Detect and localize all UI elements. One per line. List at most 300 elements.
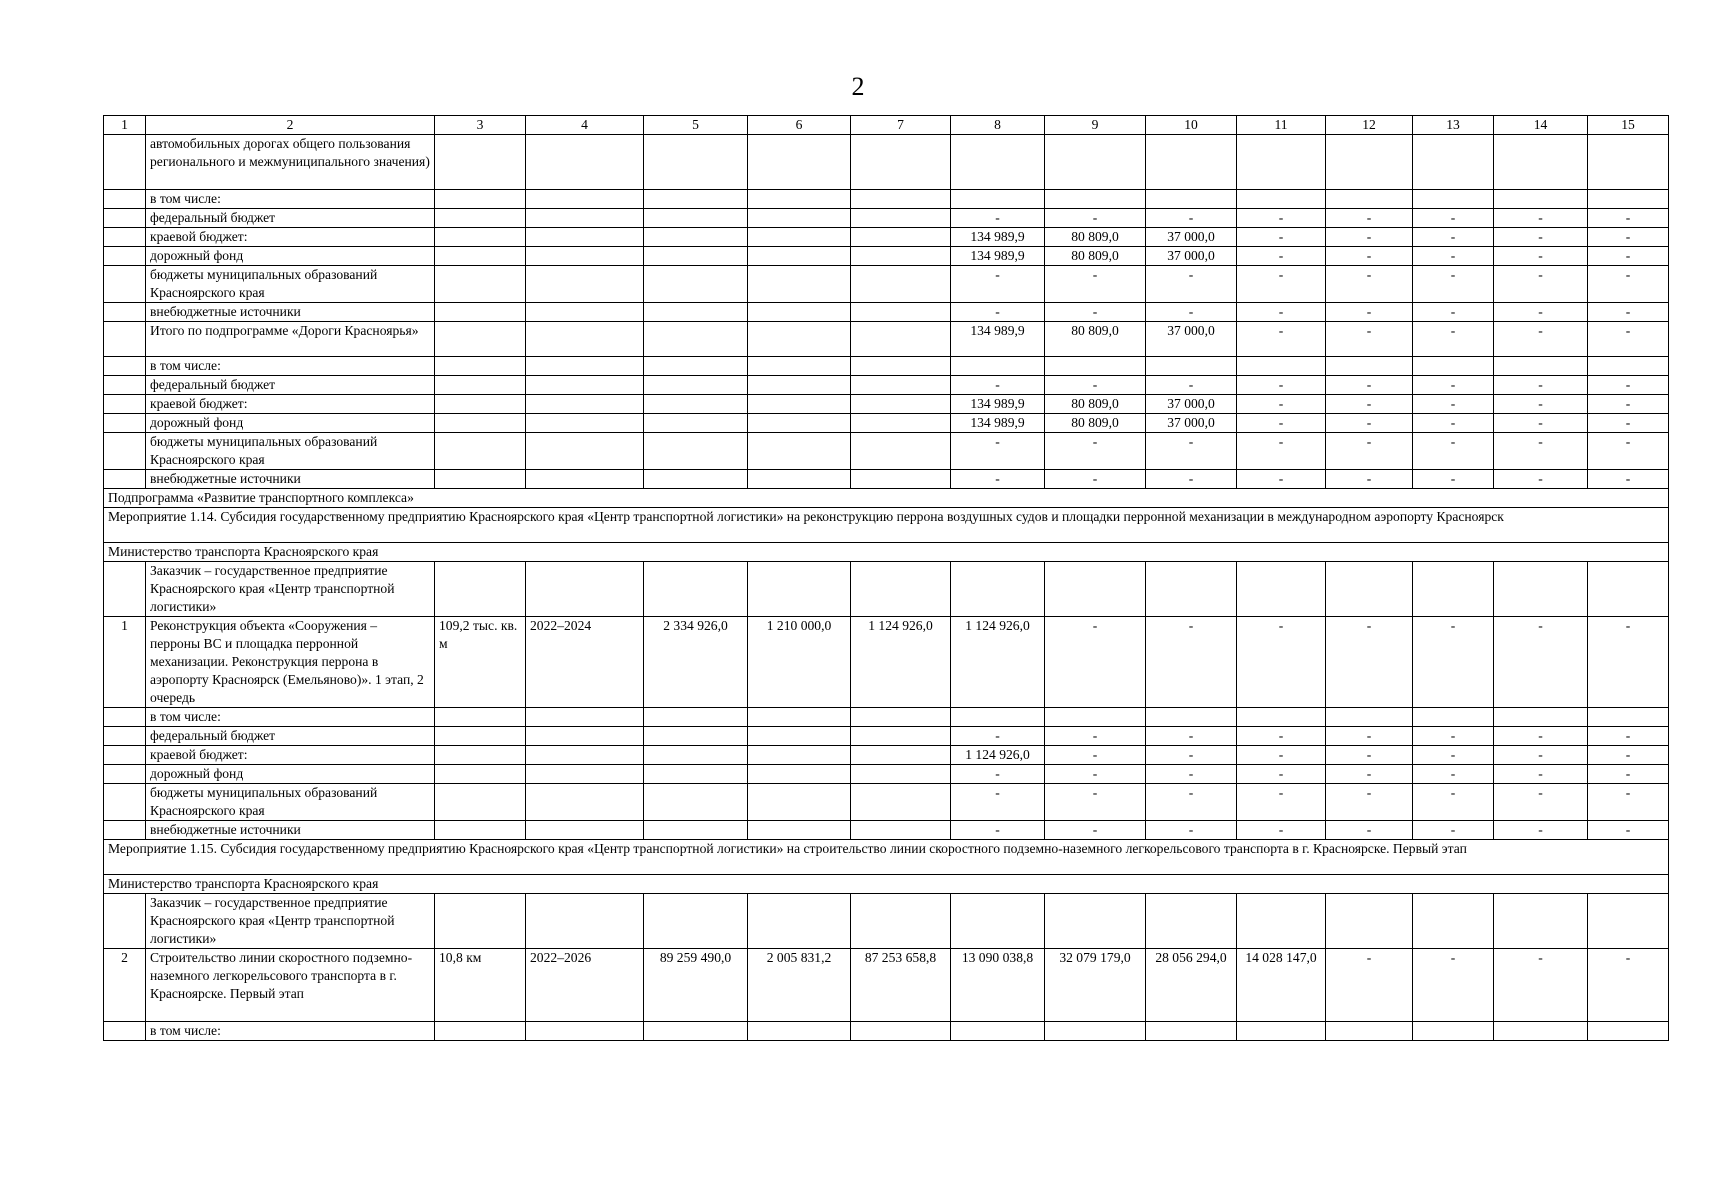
cell: - [1413, 247, 1494, 266]
cell [851, 376, 951, 395]
cell [1237, 357, 1326, 376]
cell [951, 1022, 1045, 1041]
cell: - [1494, 395, 1588, 414]
cell: - [1588, 414, 1669, 433]
cell: - [1494, 821, 1588, 840]
cell: - [1326, 727, 1413, 746]
table-row [104, 727, 1669, 746]
row-number [104, 303, 146, 322]
cell [748, 821, 851, 840]
row-label: внебюджетные источники [146, 821, 435, 840]
cell: - [1588, 765, 1669, 784]
cell [435, 303, 526, 322]
cell [1413, 894, 1494, 949]
cell [851, 708, 951, 727]
cell: - [1237, 376, 1326, 395]
column-header: 12 [1326, 116, 1413, 135]
cell: - [1326, 746, 1413, 765]
cell [644, 708, 748, 727]
cell: - [1237, 414, 1326, 433]
table-row [104, 395, 1669, 414]
cell [1588, 562, 1669, 617]
cell: - [1413, 765, 1494, 784]
cell: - [1326, 784, 1413, 821]
cell: - [951, 821, 1045, 840]
cell [435, 357, 526, 376]
cell: - [1413, 617, 1494, 708]
row-label: Реконструкция объекта «Сооружения – перроны ВС и площадка перронной механизации. Реконструкция перрона в аэропорту Красноярск (Емельяново)». 1 этап, 2 очередь [146, 617, 435, 708]
table-row [104, 765, 1669, 784]
table-row [104, 414, 1669, 433]
cell: - [951, 470, 1045, 489]
cell [435, 894, 526, 949]
cell [1588, 357, 1669, 376]
cell: 134 989,9 [951, 247, 1045, 266]
row-label: федеральный бюджет [146, 209, 435, 228]
cell [1045, 357, 1146, 376]
cell: 10,8 км [435, 949, 526, 1022]
cell [435, 190, 526, 209]
cell: - [1588, 303, 1669, 322]
row-number [104, 727, 146, 746]
section-title: Министерство транспорта Красноярского края [104, 875, 1669, 894]
cell [435, 395, 526, 414]
table-row [104, 433, 1669, 470]
cell: - [1588, 727, 1669, 746]
cell: - [1326, 395, 1413, 414]
cell: - [1588, 784, 1669, 821]
cell [851, 727, 951, 746]
cell [644, 322, 748, 357]
row-number [104, 266, 146, 303]
table-row [104, 209, 1669, 228]
cell: - [1494, 414, 1588, 433]
cell [851, 209, 951, 228]
column-header: 9 [1045, 116, 1146, 135]
cell [1146, 562, 1237, 617]
cell: - [1237, 784, 1326, 821]
cell [435, 784, 526, 821]
cell [851, 746, 951, 765]
cell [748, 395, 851, 414]
cell: - [1045, 617, 1146, 708]
table-row [104, 894, 1669, 949]
cell: - [1237, 303, 1326, 322]
cell [435, 1022, 526, 1041]
table-row [104, 784, 1669, 821]
row-label: бюджеты муниципальных образований Красноярского края [146, 433, 435, 470]
cell: - [951, 765, 1045, 784]
cell: - [1045, 266, 1146, 303]
cell: - [1146, 303, 1237, 322]
section-title: Мероприятие 1.14. Субсидия государственному предприятию Красноярского края «Центр транспортной логистики» на реконструкцию перрона воздушных судов и площадки перронной механизации в международном аэропорту Красноярск [104, 508, 1669, 543]
row-number [104, 135, 146, 190]
row-label: дорожный фонд [146, 765, 435, 784]
cell: - [1588, 266, 1669, 303]
cell: - [1045, 470, 1146, 489]
cell [1326, 135, 1413, 190]
cell [748, 784, 851, 821]
cell: - [1413, 414, 1494, 433]
cell [1146, 190, 1237, 209]
cell: 80 809,0 [1045, 395, 1146, 414]
cell: - [1146, 784, 1237, 821]
cell: - [1326, 470, 1413, 489]
cell [526, 562, 644, 617]
cell: - [1413, 727, 1494, 746]
cell [1494, 1022, 1588, 1041]
row-number [104, 562, 146, 617]
table-row [104, 357, 1669, 376]
cell: - [951, 376, 1045, 395]
row-number [104, 746, 146, 765]
row-number [104, 395, 146, 414]
table-row [104, 376, 1669, 395]
cell [644, 190, 748, 209]
row-label: в том числе: [146, 190, 435, 209]
cell: 80 809,0 [1045, 247, 1146, 266]
cell [851, 765, 951, 784]
row-number [104, 247, 146, 266]
cell: - [1588, 228, 1669, 247]
cell: - [1326, 228, 1413, 247]
cell: - [1045, 765, 1146, 784]
cell [1494, 562, 1588, 617]
cell [748, 746, 851, 765]
cell [1413, 1022, 1494, 1041]
row-number [104, 470, 146, 489]
cell [1146, 135, 1237, 190]
cell [644, 395, 748, 414]
cell [644, 414, 748, 433]
cell: - [1494, 322, 1588, 357]
cell: 134 989,9 [951, 395, 1045, 414]
cell: - [1326, 247, 1413, 266]
cell [748, 376, 851, 395]
cell [435, 414, 526, 433]
cell [1588, 894, 1669, 949]
cell [644, 746, 748, 765]
cell [526, 433, 644, 470]
cell: - [1237, 395, 1326, 414]
row-number [104, 357, 146, 376]
row-number [104, 228, 146, 247]
cell: - [1588, 746, 1669, 765]
cell: - [1146, 266, 1237, 303]
cell [1045, 562, 1146, 617]
table-row [104, 562, 1669, 617]
cell: - [951, 303, 1045, 322]
table-row [104, 470, 1669, 489]
cell [1413, 135, 1494, 190]
cell [851, 470, 951, 489]
table-row [104, 266, 1669, 303]
cell [435, 708, 526, 727]
table-row [104, 190, 1669, 209]
cell: 134 989,9 [951, 322, 1045, 357]
cell: - [1494, 784, 1588, 821]
row-label: Заказчик – государственное предприятие Красноярского края «Центр транспортной логистики» [146, 562, 435, 617]
cell [1413, 357, 1494, 376]
cell [526, 1022, 644, 1041]
row-label: краевой бюджет: [146, 746, 435, 765]
table-row [104, 821, 1669, 840]
cell: - [1494, 617, 1588, 708]
row-label: дорожный фонд [146, 247, 435, 266]
cell [1494, 357, 1588, 376]
row-number [104, 1022, 146, 1041]
cell: - [1494, 228, 1588, 247]
cell: - [1045, 209, 1146, 228]
cell: - [1494, 470, 1588, 489]
cell: 89 259 490,0 [644, 949, 748, 1022]
table-row [104, 617, 1669, 708]
cell: - [1413, 322, 1494, 357]
table-header-row [104, 116, 1669, 135]
cell: - [1494, 949, 1588, 1022]
column-header: 4 [526, 116, 644, 135]
section-row [104, 543, 1669, 562]
cell: 28 056 294,0 [1146, 949, 1237, 1022]
cell [644, 135, 748, 190]
cell: 80 809,0 [1045, 228, 1146, 247]
cell [851, 247, 951, 266]
row-label: Строительство линии скоростного подземно-наземного легкорельсового транспорта в г. Красноярске. Первый этап [146, 949, 435, 1022]
cell [435, 562, 526, 617]
column-header: 15 [1588, 116, 1669, 135]
cell [1494, 894, 1588, 949]
cell [1413, 562, 1494, 617]
cell [435, 727, 526, 746]
cell [1045, 708, 1146, 727]
cell: 1 124 926,0 [951, 746, 1045, 765]
cell [644, 784, 748, 821]
cell [851, 1022, 951, 1041]
column-header: 6 [748, 116, 851, 135]
cell [644, 209, 748, 228]
column-header: 7 [851, 116, 951, 135]
cell: - [1588, 617, 1669, 708]
cell [748, 765, 851, 784]
cell: - [1326, 821, 1413, 840]
cell [526, 470, 644, 489]
cell: - [1045, 433, 1146, 470]
cell [851, 414, 951, 433]
table-row [104, 303, 1669, 322]
cell: - [951, 209, 1045, 228]
cell [1146, 357, 1237, 376]
cell: - [1413, 433, 1494, 470]
cell [851, 357, 951, 376]
cell [851, 303, 951, 322]
cell [526, 708, 644, 727]
cell: - [1413, 303, 1494, 322]
cell [1045, 135, 1146, 190]
cell [748, 228, 851, 247]
column-header: 1 [104, 116, 146, 135]
cell [851, 562, 951, 617]
cell: - [1146, 821, 1237, 840]
cell: - [1326, 765, 1413, 784]
cell [526, 247, 644, 266]
cell [435, 247, 526, 266]
cell: - [1588, 949, 1669, 1022]
row-label: автомобильных дорогах общего пользования регионального и межмуниципального значения) [146, 135, 435, 190]
cell: 2 334 926,0 [644, 617, 748, 708]
column-header: 14 [1494, 116, 1588, 135]
cell [748, 894, 851, 949]
cell: - [1494, 433, 1588, 470]
row-label: в том числе: [146, 357, 435, 376]
cell: - [1588, 470, 1669, 489]
column-header: 3 [435, 116, 526, 135]
row-number: 1 [104, 617, 146, 708]
cell [951, 708, 1045, 727]
cell [951, 894, 1045, 949]
cell [748, 727, 851, 746]
cell [1588, 190, 1669, 209]
cell [1237, 894, 1326, 949]
cell: - [1494, 765, 1588, 784]
cell [1045, 894, 1146, 949]
row-number: 2 [104, 949, 146, 1022]
cell [435, 322, 526, 357]
cell [435, 135, 526, 190]
cell [526, 228, 644, 247]
cell: - [1494, 746, 1588, 765]
row-number [104, 708, 146, 727]
cell [1494, 190, 1588, 209]
cell [1045, 1022, 1146, 1041]
cell: - [951, 727, 1045, 746]
cell: - [1237, 322, 1326, 357]
cell: - [1237, 228, 1326, 247]
table-row [104, 247, 1669, 266]
cell [1237, 135, 1326, 190]
cell: 80 809,0 [1045, 414, 1146, 433]
cell [526, 746, 644, 765]
cell: 80 809,0 [1045, 322, 1146, 357]
cell [851, 322, 951, 357]
cell: - [1588, 433, 1669, 470]
cell: - [1326, 322, 1413, 357]
cell [748, 470, 851, 489]
cell [851, 135, 951, 190]
cell [435, 266, 526, 303]
cell [748, 135, 851, 190]
cell [851, 266, 951, 303]
cell [1146, 708, 1237, 727]
cell [435, 433, 526, 470]
cell [748, 322, 851, 357]
cell: - [1146, 765, 1237, 784]
cell [851, 894, 951, 949]
cell [748, 190, 851, 209]
cell [1494, 135, 1588, 190]
cell: - [1146, 209, 1237, 228]
cell [644, 357, 748, 376]
page-number: 2 [851, 72, 865, 101]
cell [526, 357, 644, 376]
cell [1326, 894, 1413, 949]
cell [644, 562, 748, 617]
cell: - [1588, 322, 1669, 357]
cell: - [1237, 746, 1326, 765]
cell: - [1237, 247, 1326, 266]
column-header: 5 [644, 116, 748, 135]
cell [748, 266, 851, 303]
cell [526, 190, 644, 209]
cell: - [1494, 303, 1588, 322]
cell: - [1045, 746, 1146, 765]
cell [748, 708, 851, 727]
cell [851, 228, 951, 247]
row-label: федеральный бюджет [146, 727, 435, 746]
cell: - [1413, 470, 1494, 489]
row-number [104, 894, 146, 949]
cell: - [1326, 433, 1413, 470]
cell [435, 821, 526, 840]
cell [526, 266, 644, 303]
column-header: 11 [1237, 116, 1326, 135]
cell [1326, 708, 1413, 727]
cell [526, 376, 644, 395]
table-row [104, 708, 1669, 727]
cell [748, 1022, 851, 1041]
cell [526, 414, 644, 433]
cell [644, 470, 748, 489]
cell: - [1588, 821, 1669, 840]
row-label: внебюджетные источники [146, 470, 435, 489]
cell [748, 247, 851, 266]
cell: - [1413, 395, 1494, 414]
cell: - [1237, 433, 1326, 470]
row-number [104, 376, 146, 395]
cell: - [1588, 209, 1669, 228]
cell: - [1413, 949, 1494, 1022]
cell: - [1588, 376, 1669, 395]
column-header: 13 [1413, 116, 1494, 135]
cell [644, 228, 748, 247]
cell: - [1326, 266, 1413, 303]
row-label: Заказчик – государственное предприятие Красноярского края «Центр транспортной логистики» [146, 894, 435, 949]
cell: 109,2 тыс. кв. м [435, 617, 526, 708]
cell: - [1494, 247, 1588, 266]
cell: - [1146, 433, 1237, 470]
cell [1237, 708, 1326, 727]
cell: 14 028 147,0 [1237, 949, 1326, 1022]
cell: - [1237, 821, 1326, 840]
cell: - [1045, 376, 1146, 395]
cell [526, 322, 644, 357]
cell [644, 247, 748, 266]
cell [951, 190, 1045, 209]
cell: - [1237, 470, 1326, 489]
row-number [104, 784, 146, 821]
cell [526, 894, 644, 949]
cell [851, 433, 951, 470]
cell: - [1413, 376, 1494, 395]
cell: - [951, 266, 1045, 303]
cell: 37 000,0 [1146, 247, 1237, 266]
row-label: в том числе: [146, 708, 435, 727]
section-title: Подпрограмма «Развитие транспортного комплекса» [104, 489, 1669, 508]
row-label: бюджеты муниципальных образований Красноярского края [146, 266, 435, 303]
cell [1588, 1022, 1669, 1041]
cell [1494, 708, 1588, 727]
cell: 37 000,0 [1146, 395, 1237, 414]
cell [748, 303, 851, 322]
